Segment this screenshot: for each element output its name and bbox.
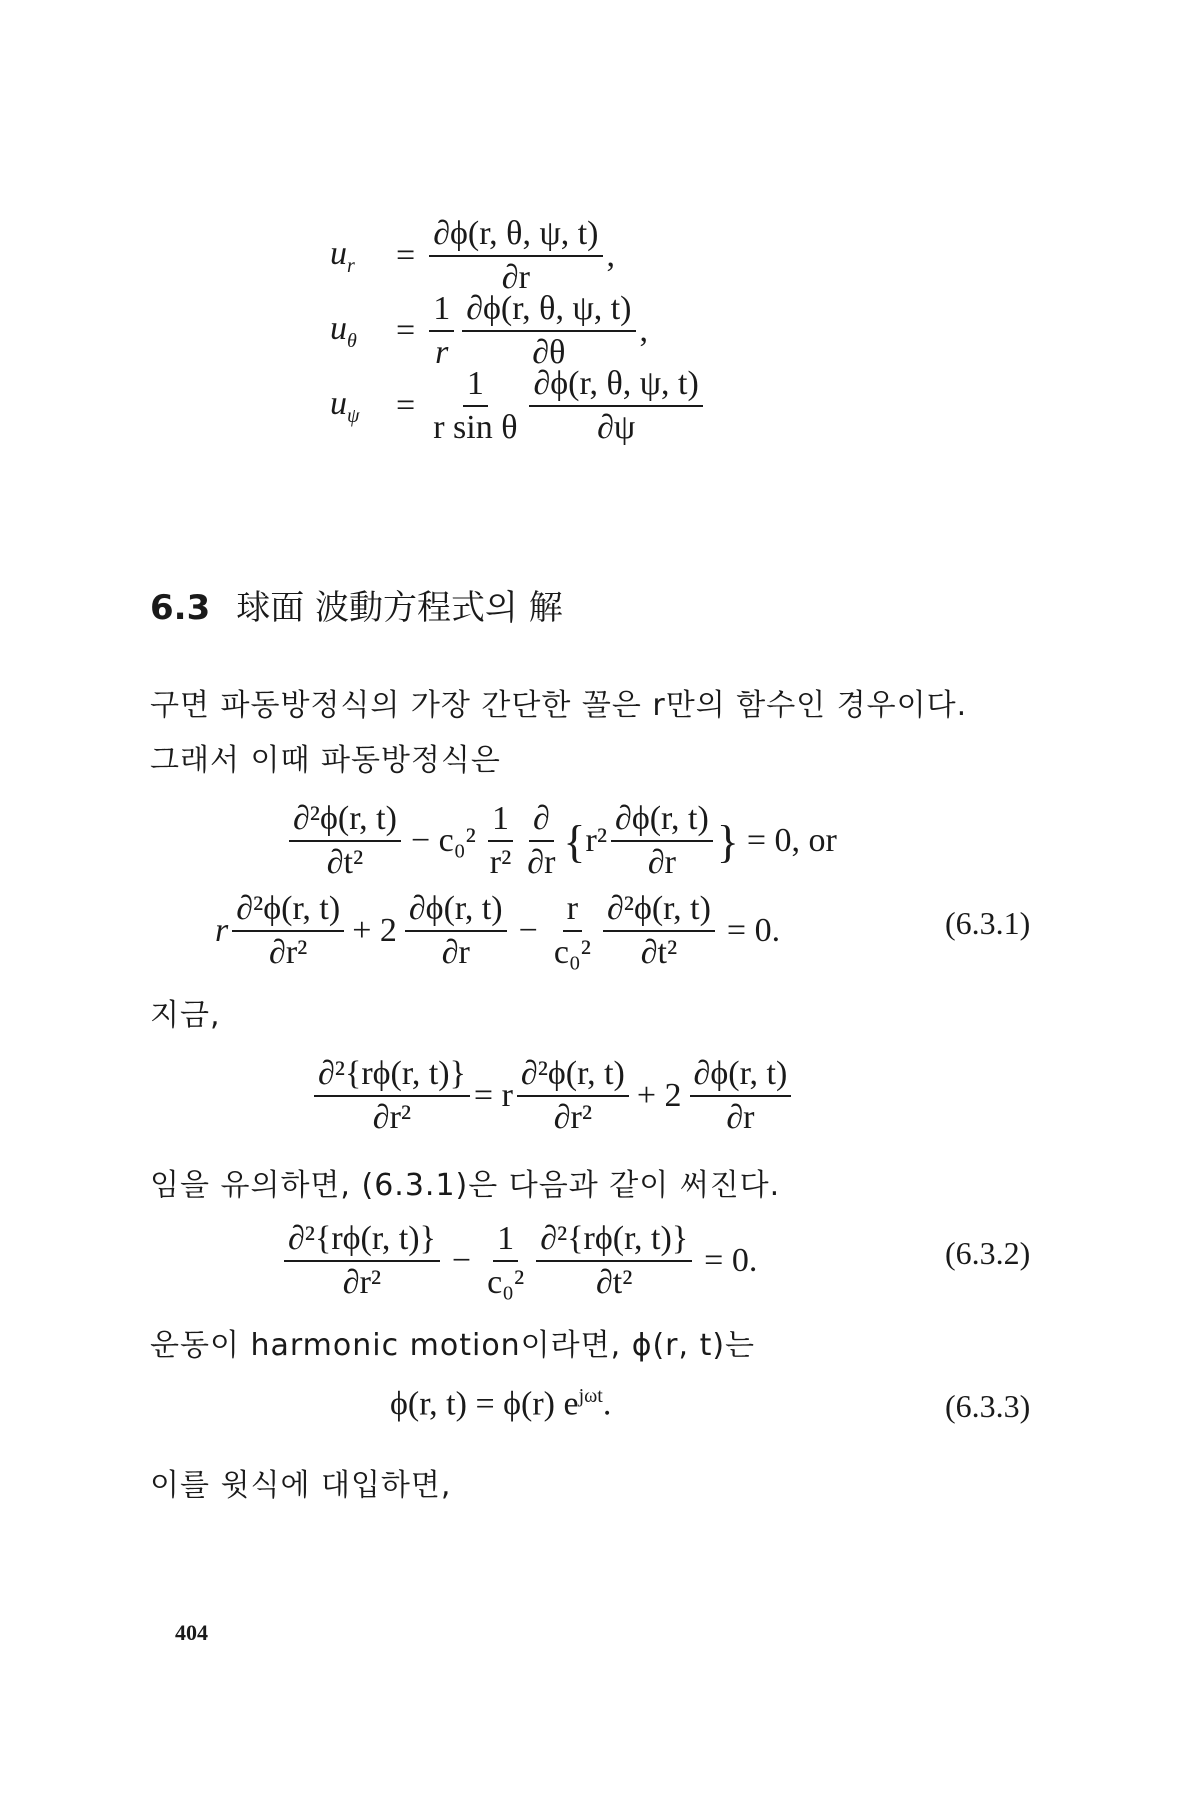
page-number: 404 bbox=[175, 1620, 208, 1645]
period: . bbox=[602, 1385, 612, 1423]
denominator: c₀² bbox=[553, 934, 591, 971]
numerator: ∂²ϕ(r, t) bbox=[517, 1055, 629, 1097]
fraction bbox=[517, 1055, 629, 1137]
harmonic-expression: ϕ(r, t) = ϕ(r) e bbox=[390, 1385, 579, 1423]
fraction bbox=[284, 1220, 440, 1302]
section-title: 球面 波動方程式의 解 bbox=[236, 588, 563, 628]
minus-sign: − bbox=[451, 1242, 472, 1279]
fraction-dphi-dr bbox=[429, 215, 602, 297]
paragraph-line: 운동이 harmonic motion이라면, ϕ(r, t)는 bbox=[150, 1328, 756, 1363]
fraction bbox=[483, 1220, 528, 1302]
numerator: ∂ϕ(r, t) bbox=[690, 1055, 792, 1097]
denominator: r sin θ bbox=[433, 409, 518, 446]
fraction bbox=[289, 800, 401, 882]
paragraph-line: 임을 유의하면, (6.3.1)은 다음과 같이 써진다. bbox=[150, 1168, 781, 1203]
denominator: c₀² bbox=[487, 1264, 525, 1301]
fraction bbox=[536, 1220, 692, 1302]
numerator: ∂ bbox=[529, 800, 554, 842]
numerator: ∂²{rϕ(r, t)} bbox=[536, 1220, 692, 1262]
numerator: 1 bbox=[463, 365, 488, 407]
equation-number: (6.3.3) bbox=[945, 1388, 1031, 1424]
subscript-r: r bbox=[347, 254, 355, 277]
equals-zero: = 0. bbox=[726, 912, 781, 949]
plus-two: + 2 bbox=[636, 1077, 682, 1114]
subscript-theta: θ bbox=[347, 329, 357, 352]
right-brace: } bbox=[716, 815, 739, 867]
fraction-dphi-dtheta bbox=[462, 290, 635, 372]
numerator: ∂ϕ(r, t) bbox=[405, 890, 507, 932]
denominator: ∂t² bbox=[640, 934, 678, 971]
equals-r: = r bbox=[473, 1077, 513, 1114]
numerator: ∂ϕ(r, θ, ψ, t) bbox=[529, 365, 702, 407]
denominator: ∂r bbox=[527, 844, 556, 881]
denominator: ∂r bbox=[647, 844, 676, 881]
r-squared: r² bbox=[585, 822, 608, 859]
fraction-dphi-dpsi bbox=[529, 365, 702, 447]
numerator: 1 bbox=[493, 1220, 518, 1262]
fraction bbox=[523, 800, 559, 882]
numerator: ∂²ϕ(r, t) bbox=[289, 800, 401, 842]
exponent: jωt bbox=[578, 1385, 603, 1407]
fraction bbox=[611, 800, 713, 882]
equation-number: (6.3.2) bbox=[945, 1235, 1031, 1271]
section-number: 6.3 bbox=[150, 588, 211, 628]
eq-wave-spherical bbox=[285, 800, 837, 882]
equals-zero: = 0. bbox=[704, 1242, 758, 1279]
fraction bbox=[232, 890, 344, 972]
section-heading bbox=[150, 580, 563, 629]
minus-sign: − bbox=[518, 912, 538, 949]
fraction-one-over-rsin bbox=[429, 365, 521, 447]
fraction bbox=[690, 1055, 792, 1137]
subscript-psi: ψ bbox=[347, 404, 360, 427]
u-symbol: u bbox=[330, 309, 347, 347]
fraction-one-over-r bbox=[429, 290, 454, 372]
denominator: ∂r bbox=[726, 1099, 755, 1136]
denominator: ∂t² bbox=[595, 1264, 633, 1301]
eq-u-theta bbox=[330, 290, 648, 372]
denominator: ∂θ bbox=[532, 334, 566, 371]
denominator: ∂r² bbox=[372, 1099, 412, 1136]
denominator: r bbox=[435, 334, 449, 371]
fraction bbox=[603, 890, 715, 972]
paragraph-line: 구면 파동방정식의 가장 간단한 꼴은 r만의 함수인 경우이다. bbox=[150, 688, 968, 723]
fraction bbox=[550, 890, 595, 972]
r-coefficient: r bbox=[215, 912, 229, 949]
numerator: ∂²{rϕ(r, t)} bbox=[284, 1220, 440, 1262]
numerator: 1 bbox=[429, 290, 454, 332]
equals-sign: = bbox=[396, 312, 416, 349]
numerator: ∂ϕ(r, θ, ψ, t) bbox=[429, 215, 602, 257]
eq-6-3-2 bbox=[280, 1220, 757, 1302]
paragraph-line: 그래서 이때 파동방정식은 bbox=[150, 743, 501, 778]
plus-two: + 2 bbox=[352, 912, 397, 949]
eq-u-r bbox=[330, 215, 615, 297]
minus-c0-squared: − c₀² bbox=[410, 822, 476, 859]
fraction bbox=[405, 890, 507, 972]
numerator: r bbox=[563, 890, 582, 932]
fraction bbox=[486, 800, 516, 882]
denominator: ∂r² bbox=[269, 934, 308, 971]
numerator: ∂²{rϕ(r, t)} bbox=[314, 1055, 470, 1097]
equals-sign: = bbox=[396, 387, 416, 424]
comma: , bbox=[639, 312, 649, 349]
denominator: ∂r bbox=[501, 259, 530, 296]
denominator: ∂r² bbox=[553, 1099, 593, 1136]
left-brace: { bbox=[563, 815, 586, 867]
u-symbol: u bbox=[330, 384, 347, 422]
eq-u-psi bbox=[330, 365, 707, 447]
paragraph-line: 지금, bbox=[150, 998, 221, 1033]
fraction bbox=[314, 1055, 470, 1137]
eq-identity bbox=[310, 1055, 795, 1137]
comma: , bbox=[606, 237, 616, 274]
denominator: ∂ψ bbox=[597, 409, 636, 446]
numerator: ∂²ϕ(r, t) bbox=[603, 890, 715, 932]
denominator: r² bbox=[489, 844, 512, 881]
numerator: ∂ϕ(r, t) bbox=[611, 800, 713, 842]
equation-number: (6.3.1) bbox=[945, 905, 1031, 941]
paragraph-line: 이를 윗식에 대입하면, bbox=[150, 1468, 452, 1503]
numerator: 1 bbox=[488, 800, 513, 842]
numerator: ∂²ϕ(r, t) bbox=[232, 890, 344, 932]
eq-6-3-3 bbox=[390, 1385, 611, 1423]
denominator: ∂r² bbox=[342, 1264, 382, 1301]
equals-sign: = bbox=[396, 237, 416, 274]
denominator: ∂t² bbox=[326, 844, 364, 881]
equals-zero-or: = 0, or bbox=[746, 822, 837, 859]
denominator: ∂r bbox=[441, 934, 470, 971]
u-symbol: u bbox=[330, 234, 347, 272]
numerator: ∂ϕ(r, θ, ψ, t) bbox=[462, 290, 635, 332]
eq-6-3-1 bbox=[215, 890, 780, 972]
